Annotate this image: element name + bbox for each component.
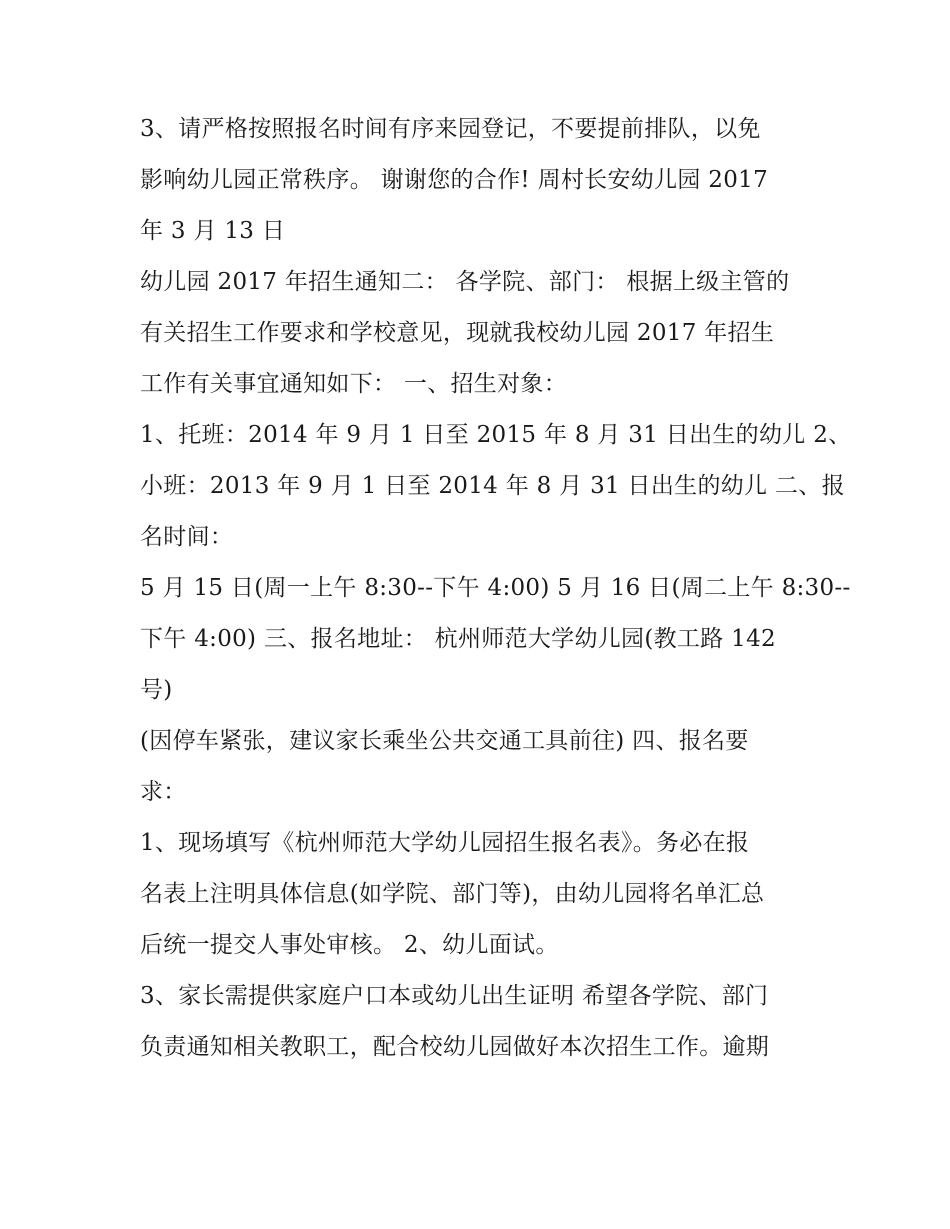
text-line: 名时间： bbox=[140, 524, 234, 550]
text-line: 有关招生工作要求和学校意见，现就我校幼儿园 2017 年招生 bbox=[140, 320, 775, 346]
text-line: 工作有关事宜通知如下： 一、招生对象： bbox=[140, 371, 568, 397]
text-line: 3、家长需提供家庭户口本或幼儿出生证明 希望各学院、部门 bbox=[140, 983, 769, 1009]
text-line: 负责通知相关教职工，配合校幼儿园做好本次招生工作。逾期 bbox=[140, 1034, 770, 1060]
text-line: (因停车紧张，建议家长乘坐公共交通工具前往) 四、报名要 bbox=[140, 728, 749, 754]
text-line: 号) bbox=[140, 677, 173, 703]
text-line: 1、现场填写《杭州师范大学幼儿园招生报名表》。务必在报 bbox=[140, 830, 750, 856]
text-line: 名表上注明具体信息(如学院、部门等)，由幼儿园将名单汇总 bbox=[140, 881, 765, 907]
text-line: 3、请严格按照报名时间有序来园登记，不要提前排队，以免 bbox=[140, 116, 761, 142]
text-line: 年 3 月 13 日 bbox=[140, 218, 286, 244]
text-line: 后统一提交人事处审核。 2、幼儿面试。 bbox=[140, 932, 559, 958]
text-line: 幼儿园 2017 年招生通知二： 各学院、部门： 根据上级主管的 bbox=[140, 269, 790, 295]
text-line: 下午 4:00) 三、报名地址： 杭州师范大学幼儿园(教工路 142 bbox=[140, 626, 776, 652]
text-line: 影响幼儿园正常秩序。 谢谢您的合作! 周村长安幼儿园 2017 bbox=[140, 167, 769, 193]
text-line: 小班：2013 年 9 月 1 日至 2014 年 8 月 31 日出生的幼儿 二、报 bbox=[140, 473, 845, 499]
text-line: 5 月 15 日(周一上午 8:30--下午 4:00) 5 月 16 日(周二上午 8:30-- bbox=[140, 575, 851, 601]
document-body bbox=[140, 104, 852, 1073]
text-line: 求： bbox=[140, 779, 187, 805]
text-line: 1、托班：2014 年 9 月 1 日至 2015 年 8 月 31 日出生的幼儿 2、 bbox=[140, 422, 852, 448]
